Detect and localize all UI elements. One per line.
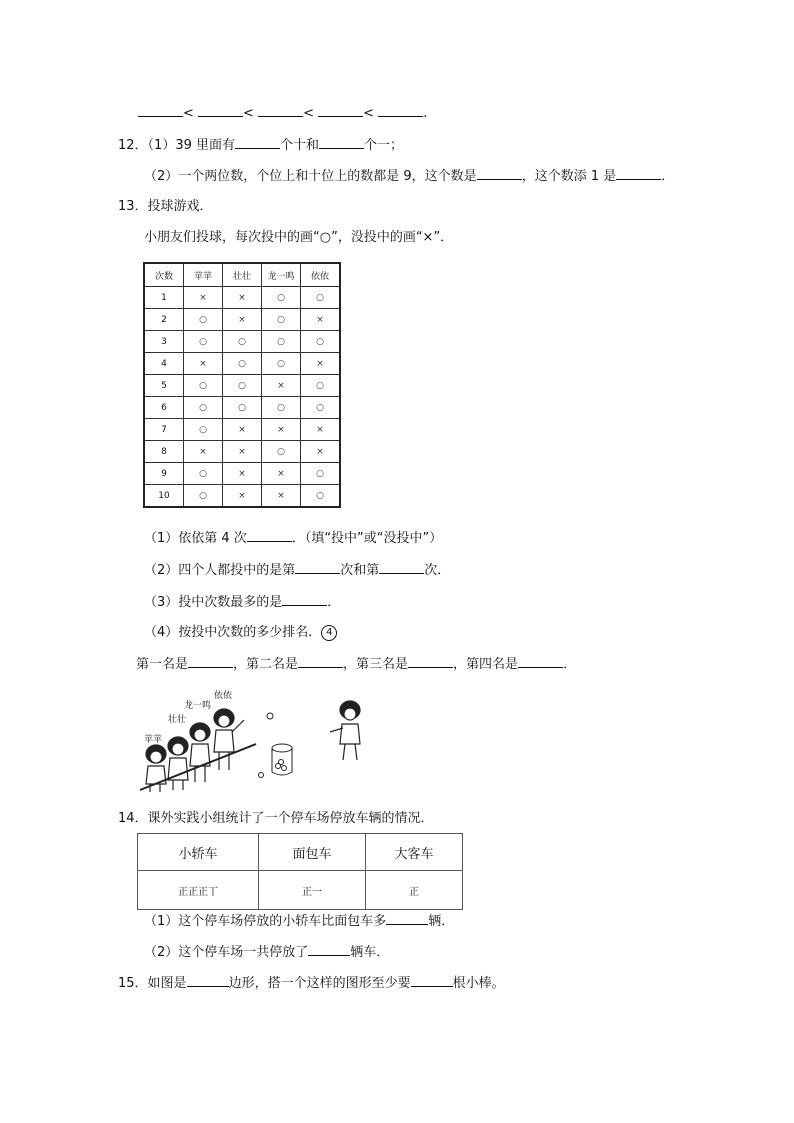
- result-mark-cell: ×: [223, 419, 262, 441]
- result-mark-cell: ×: [223, 485, 262, 508]
- q13-text: 次．: [424, 563, 451, 578]
- question-number: 15．: [118, 976, 148, 991]
- tally-cell: 正: [366, 871, 463, 910]
- tally-cell: 正正正丅: [138, 871, 259, 910]
- attempt-number-cell: 4: [144, 353, 184, 375]
- result-mark-cell: ×: [262, 463, 301, 485]
- answer-blank[interactable]: [187, 974, 229, 987]
- q13-intro-text: 小朋友们投球，每次投中的画“○”，没投中的画“×”．: [144, 230, 454, 245]
- table-row: [144, 441, 340, 463]
- q13-text: 次和第: [340, 563, 380, 578]
- header-cell: 壮壮: [223, 263, 262, 287]
- rank-label: ，第三名是: [343, 657, 409, 672]
- name-label: 苹苹: [144, 735, 163, 745]
- less-than-sign: <: [363, 106, 375, 121]
- answer-blank[interactable]: [477, 167, 522, 180]
- result-mark-cell: ○: [223, 397, 262, 419]
- question-number: 12．: [118, 138, 148, 153]
- result-mark-cell: ○: [184, 331, 223, 353]
- answer-blank[interactable]: [308, 943, 350, 956]
- result-mark-cell: ○: [262, 287, 301, 309]
- answer-blank[interactable]: [318, 104, 363, 117]
- result-mark-cell: ○: [262, 331, 301, 353]
- result-mark-cell: ○: [184, 463, 223, 485]
- result-mark-cell: ×: [301, 309, 341, 331]
- thrower-kid: [330, 701, 360, 760]
- name-label: 壮壮: [168, 715, 187, 725]
- result-mark-cell: ×: [223, 309, 262, 331]
- q13-part4: [144, 624, 337, 642]
- header-cell: 面包车: [259, 834, 366, 871]
- answer-blank[interactable]: [378, 104, 423, 117]
- answer-blank[interactable]: [258, 104, 303, 117]
- q13-text: ．: [327, 595, 341, 610]
- result-mark-cell: ○: [262, 397, 301, 419]
- result-mark-cell: ×: [184, 287, 223, 309]
- result-mark-cell: ○: [301, 375, 341, 397]
- answer-blank[interactable]: [379, 561, 424, 574]
- q15-text: 边形，搭一个这样的图形至少要: [228, 976, 411, 991]
- rank-label: ，第四名是: [453, 657, 519, 672]
- header-cell: 龙一鸣: [262, 263, 301, 287]
- attempt-number-cell: 6: [144, 397, 184, 419]
- result-mark-cell: ○: [184, 485, 223, 508]
- result-mark-cell: ×: [301, 419, 341, 441]
- table-row: [144, 397, 340, 419]
- name-label: 依依: [214, 691, 233, 701]
- name-label: 龙一鸣: [184, 701, 212, 711]
- q13-text: （2）四个人都投中的是第: [144, 563, 296, 578]
- question-number: 13．: [118, 199, 148, 214]
- answer-blank[interactable]: [411, 974, 453, 987]
- parking-tally-table: [137, 833, 463, 910]
- period: .: [423, 106, 428, 121]
- q15-text: 如图是: [147, 976, 187, 991]
- answer-blank[interactable]: [386, 912, 428, 925]
- header-cell: 小轿车: [138, 834, 259, 871]
- result-mark-cell: ×: [262, 375, 301, 397]
- result-mark-cell: ○: [301, 463, 341, 485]
- q13-text: （3）投中次数最多的是: [144, 595, 283, 610]
- result-mark-cell: ○: [223, 375, 262, 397]
- table-header-row: [144, 263, 340, 287]
- result-mark-cell: ○: [223, 353, 262, 375]
- q12-text: （1）39 里面有: [147, 138, 235, 153]
- result-mark-cell: ○: [184, 397, 223, 419]
- result-mark-cell: ×: [301, 441, 341, 463]
- result-mark-cell: ×: [184, 353, 223, 375]
- q14-part1: [144, 912, 454, 931]
- less-than-sign: <: [303, 106, 314, 121]
- attempt-number-cell: 10: [144, 485, 184, 508]
- table-row: [138, 871, 463, 910]
- result-mark-cell: ×: [262, 485, 301, 508]
- result-mark-cell: ○: [262, 309, 301, 331]
- rank-label: ，第二名是: [233, 657, 299, 672]
- result-mark-cell: ×: [223, 463, 262, 485]
- table-row: [144, 485, 340, 508]
- answer-blank[interactable]: [295, 561, 340, 574]
- q13-title: [118, 198, 213, 216]
- header-cell: 大客车: [366, 834, 463, 871]
- table-row: [144, 309, 340, 331]
- q14-part2: [144, 943, 389, 962]
- attempt-number-cell: 5: [144, 375, 184, 397]
- q14-text: 辆车．: [350, 945, 390, 960]
- result-mark-cell: ○: [223, 331, 262, 353]
- q13-text: （1）依依第 4 次: [144, 531, 247, 546]
- table-row: [144, 331, 340, 353]
- attempt-number-cell: 3: [144, 331, 184, 353]
- result-mark-cell: ○: [262, 441, 301, 463]
- less-than-sign: <: [183, 106, 194, 121]
- q15-line: [118, 974, 505, 993]
- q12-text: 个一；: [364, 138, 404, 153]
- period: ．: [563, 657, 577, 672]
- q14-text: （1）这个停车场停放的小轿车比面包车多: [144, 914, 387, 929]
- result-mark-cell: ○: [184, 375, 223, 397]
- attempt-number-cell: 7: [144, 419, 184, 441]
- table-row: [144, 375, 340, 397]
- result-mark-cell: ×: [262, 419, 301, 441]
- result-mark-cell: ×: [184, 441, 223, 463]
- q14-title: [118, 810, 434, 828]
- q13-text: ．（填“投中”或“没投中”）: [291, 531, 443, 546]
- result-mark-cell: ○: [301, 331, 341, 353]
- result-mark-cell: ×: [223, 287, 262, 309]
- result-mark-cell: ○: [301, 397, 341, 419]
- q12-text: ．: [661, 169, 675, 184]
- attempt-number-cell: 1: [144, 287, 184, 309]
- q12-text: ，这个数添 1 是: [521, 169, 617, 184]
- result-mark-cell: ○: [184, 419, 223, 441]
- q13-ranking-line: [136, 655, 576, 674]
- result-mark-cell: ○: [262, 353, 301, 375]
- q13-part1: [144, 529, 442, 548]
- kids-group: [140, 709, 256, 792]
- attempt-number-cell: 8: [144, 441, 184, 463]
- answer-blank[interactable]: [518, 655, 563, 668]
- attempt-number-cell: 9: [144, 463, 184, 485]
- q14-text: （2）这个停车场一共停放了: [144, 945, 309, 960]
- question-number: 14．: [118, 811, 148, 826]
- header-cell: 苹苹: [184, 263, 223, 287]
- q12-text: （2）一个两位数，个位上和十位上的数都是 9，这个数是: [144, 169, 477, 184]
- result-mark-cell: ○: [301, 485, 341, 508]
- result-mark-cell: ○: [301, 287, 341, 309]
- question-title: 课外实践小组统计了一个停车场停放车辆的情况．: [147, 811, 434, 826]
- circled-number: 4: [321, 625, 337, 641]
- q12-part1: [118, 136, 403, 155]
- table-row: [144, 287, 340, 309]
- header-cell: 次数: [144, 263, 184, 287]
- tally-cell: 正一: [259, 871, 366, 910]
- table-header-row: [138, 834, 463, 871]
- answer-blank[interactable]: [247, 529, 292, 542]
- q12-part2: [144, 167, 674, 186]
- throw-results-table: [143, 262, 341, 508]
- table-row: [144, 353, 340, 375]
- table-row: [144, 463, 340, 485]
- answer-blank[interactable]: [319, 136, 364, 149]
- answer-blank[interactable]: [235, 136, 280, 149]
- result-mark-cell: ×: [223, 441, 262, 463]
- table-row: [144, 419, 340, 441]
- q12-text: 个十和: [280, 138, 320, 153]
- answer-blank[interactable]: [138, 104, 183, 117]
- q13-part2: [144, 561, 450, 580]
- result-mark-cell: ○: [184, 309, 223, 331]
- less-than-sign: <: [243, 106, 254, 121]
- q14-text: 辆．: [428, 914, 455, 929]
- q11-ordering-line: [138, 104, 427, 123]
- balls-and-basket: [259, 713, 293, 778]
- answer-blank[interactable]: [298, 655, 343, 668]
- answer-blank[interactable]: [616, 167, 661, 180]
- answer-blank[interactable]: [198, 104, 243, 117]
- result-mark-cell: ×: [301, 353, 341, 375]
- kids-throwing-illustration: [138, 684, 378, 796]
- header-cell: 依依: [301, 263, 341, 287]
- q13-intro: [144, 229, 453, 247]
- q13-text: （4）按投中次数的多少排名．: [144, 625, 322, 640]
- q13-part3: [144, 593, 340, 612]
- attempt-number-cell: 2: [144, 309, 184, 331]
- answer-blank[interactable]: [408, 655, 453, 668]
- answer-blank[interactable]: [188, 655, 233, 668]
- rank-label: 第一名是: [136, 657, 189, 672]
- answer-blank[interactable]: [282, 593, 327, 606]
- question-title: 投球游戏．: [147, 199, 213, 214]
- q15-text: 根小棒。: [452, 976, 505, 991]
